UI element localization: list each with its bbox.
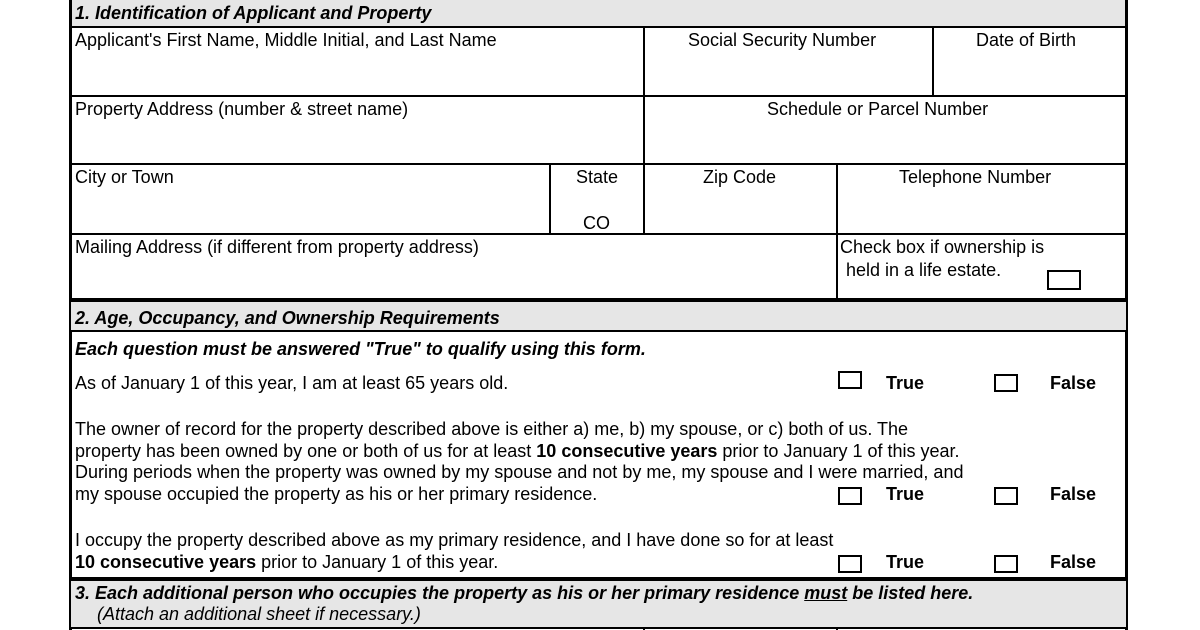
ownership-line2-text-a: property has been owned by one or both of us for at least: [75, 441, 537, 461]
mailing-address-label: Mailing Address (if different from property address): [75, 237, 479, 257]
ownership-line2-text-b: prior to January 1 of this year.: [717, 441, 960, 461]
phone-label: Telephone Number: [899, 167, 1052, 187]
applicant-name-label: Applicant's First Name, Middle Initial, and Last Name: [75, 30, 497, 50]
section2-instruction: Each question must be answered "True" to qualify using this form.: [75, 339, 646, 359]
row1-divider-name: [643, 26, 645, 165]
occupancy-true-label: True: [886, 552, 925, 572]
property-address-label: Property Address (number & street name): [75, 99, 409, 119]
city-field[interactable]: [72, 189, 546, 231]
section3-header-rule: [70, 627, 1127, 629]
parcel-number-field[interactable]: [646, 121, 1123, 161]
question-ownership-line2: [75, 440, 960, 462]
section1-heading: 1. Identification of Applicant and Property: [75, 3, 432, 23]
zip-field[interactable]: [646, 189, 834, 231]
section3-subheading: (Attach an additional sheet if necessary.): [97, 604, 421, 624]
question-ownership-line4: my spouse occupied the property as his or her primary residence.: [75, 484, 598, 504]
ssn-label: Social Security Number: [688, 30, 877, 50]
section2-header-rule: [70, 330, 1127, 332]
zip-label: Zip Code: [703, 167, 777, 187]
city-label: City or Town: [75, 167, 174, 187]
ssn-field[interactable]: [646, 52, 930, 92]
mailing-address-field[interactable]: [72, 259, 834, 297]
row2-bottom-rule: [70, 163, 1127, 165]
row1-bottom-rule: [70, 95, 1127, 97]
occupancy-line2-text: prior to January 1 of this year.: [256, 552, 499, 572]
section1-header-rule: [70, 26, 1127, 28]
ownership-false-label: False: [1050, 484, 1097, 504]
occupancy-false-checkbox[interactable]: [994, 555, 1018, 573]
life-estate-label-line2: held in a life estate.: [846, 260, 1002, 280]
section2-heading: 2. Age, Occupancy, and Ownership Requirements: [75, 308, 500, 328]
section3-heading-must: must: [804, 583, 848, 603]
age-true-checkbox[interactable]: [838, 371, 862, 389]
row3-divider-zip: [836, 163, 838, 300]
question-occupancy-line2: [75, 551, 498, 573]
row3-divider-city: [549, 163, 551, 235]
ownership-line2-bold: 10 consecutive years: [536, 441, 718, 461]
life-estate-label-line1: Check box if ownership is: [840, 237, 1045, 257]
section3-heading-text-a: 3. Each additional person who occupies the property as his or her primary residence: [75, 583, 805, 603]
occupancy-line2-bold: 10 consecutive years: [75, 552, 257, 572]
row3-divider-state: [643, 163, 645, 235]
property-address-field[interactable]: [72, 121, 640, 161]
ownership-false-checkbox[interactable]: [994, 487, 1018, 505]
state-value[interactable]: CO: [583, 213, 610, 233]
question-age: As of January 1 of this year, I am at least 65 years old.: [75, 373, 509, 393]
row1-divider-ssn: [932, 26, 934, 96]
parcel-number-label: Schedule or Parcel Number: [767, 99, 989, 119]
ownership-true-checkbox[interactable]: [838, 487, 862, 505]
question-occupancy-line1: I occupy the property described above as my primary residence, and I have done so for at least: [75, 530, 834, 550]
dob-field[interactable]: [935, 52, 1123, 92]
dob-label: Date of Birth: [976, 30, 1077, 50]
ownership-true-label: True: [886, 484, 925, 504]
age-false-label: False: [1050, 373, 1097, 393]
state-label: State: [576, 167, 619, 187]
phone-field[interactable]: [839, 189, 1123, 231]
age-true-label: True: [886, 373, 925, 393]
occupancy-false-label: False: [1050, 552, 1097, 572]
occupancy-true-checkbox[interactable]: [838, 555, 862, 573]
section3-heading: [75, 582, 973, 604]
applicant-name-field[interactable]: [72, 52, 640, 92]
section3-heading-text-b: be listed here.: [847, 583, 974, 603]
question-ownership-line3: During periods when the property was owned by my spouse and not by me, my spouse and I were married, and: [75, 462, 964, 482]
life-estate-checkbox[interactable]: [1047, 270, 1081, 290]
age-false-checkbox[interactable]: [994, 374, 1018, 392]
question-ownership-line1: The owner of record for the property described above is either a) me, b) my spouse, or c) both of us. The: [75, 419, 909, 439]
